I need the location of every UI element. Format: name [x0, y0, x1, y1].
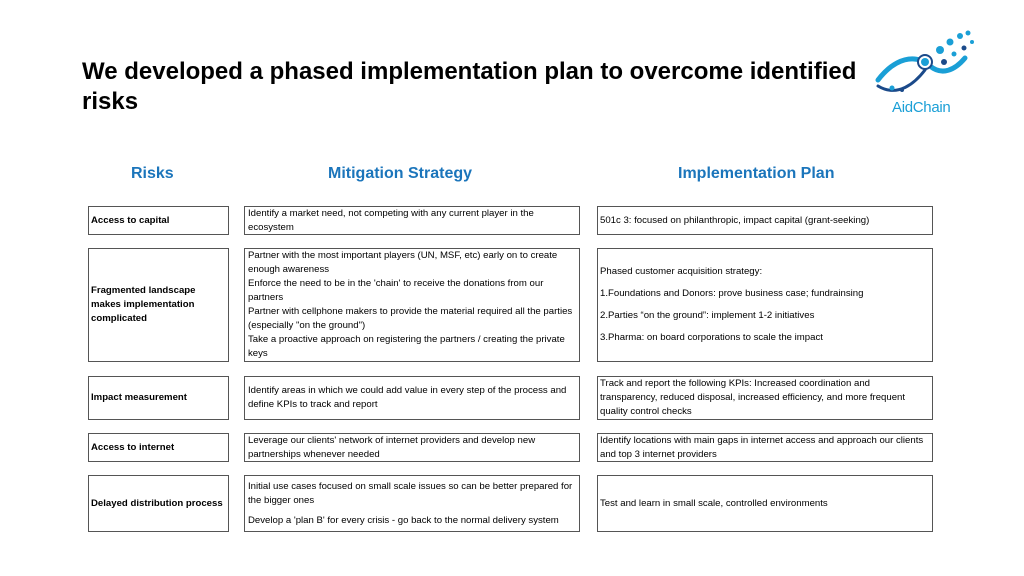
header-implementation: Implementation Plan: [678, 165, 835, 182]
mitigation-cell: [244, 475, 580, 532]
plan-text: Test and learn in small scale, controlled environments: [600, 497, 828, 509]
plan-text: Identify locations with main gaps in internet access and approach our clients and top 3 internet providers: [600, 434, 924, 460]
plan-cell: [597, 433, 933, 462]
plan-cell: [597, 248, 933, 362]
mitigation-text: Enforce the need to be in the 'chain' to receive the donations from our partners: [248, 278, 544, 303]
header-risks: Risks: [131, 165, 174, 182]
risk-cell: Fragmented landscape makes implementation complicated: [88, 248, 229, 362]
plan-text: 1.Foundations and Donors: prove business case; fundrainsing: [600, 288, 864, 299]
mitigation-text: Develop a 'plan B' for every crisis - go back to the normal delivery system: [248, 514, 559, 526]
mitigation-cell: [244, 433, 580, 462]
plan-text: 3.Pharma: on board corporations to scale the impact: [600, 332, 823, 343]
plan-text: 501c 3: focused on philanthropic, impact capital (grant-seeking): [600, 214, 870, 226]
plan-cell: [597, 376, 933, 420]
plan-text: Phased customer acquisition strategy:: [600, 266, 763, 277]
mitigation-text: Identify areas in which we could add value in every step of the process and define KPIs to track and report: [248, 385, 567, 410]
risk-cell: Impact measurement: [88, 376, 229, 420]
mitigation-text: Partner with cellphone makers to provide the material required all the parties (especially "on the ground"): [248, 306, 573, 331]
risk-cell: Delayed distribution process: [88, 475, 229, 532]
plan-text: 2.Parties “on the ground”: implement 1-2 initiatives: [600, 310, 815, 321]
plan-text: Track and report the following KPIs: Increased coordination and transparency, reduced disposal, increased efficiency, and more frequent quality control checks: [600, 378, 906, 417]
mitigation-cell: [244, 248, 580, 362]
mitigation-cell: [244, 376, 580, 420]
risk-cell: Access to internet: [88, 433, 229, 462]
plan-cell: [597, 475, 933, 532]
mitigation-text: Identify a market need, not competing with any current player in the ecosystem: [248, 207, 534, 233]
header-mitigation: Mitigation Strategy: [328, 165, 473, 182]
mitigation-text: Initial use cases focused on small scale issues so can be better prepared for the bigger ones: [248, 480, 573, 506]
mitigation-cell: [244, 206, 580, 235]
mitigation-text: Leverage our clients' network of internet providers and develop new partnerships whenever needed: [248, 434, 536, 460]
mitigation-text: Take a proactive approach on registering the partners / creating the private keys: [248, 334, 565, 359]
logo-text: AidChain: [892, 99, 951, 116]
risk-cell: Access to capital: [88, 206, 229, 235]
mitigation-text: Partner with the most important players (UN, MSF, etc) early on to create enough awareness: [248, 250, 558, 275]
page-title: We developed a phased implementation plan to overcome identified risks: [82, 58, 857, 115]
plan-cell: [597, 206, 933, 235]
